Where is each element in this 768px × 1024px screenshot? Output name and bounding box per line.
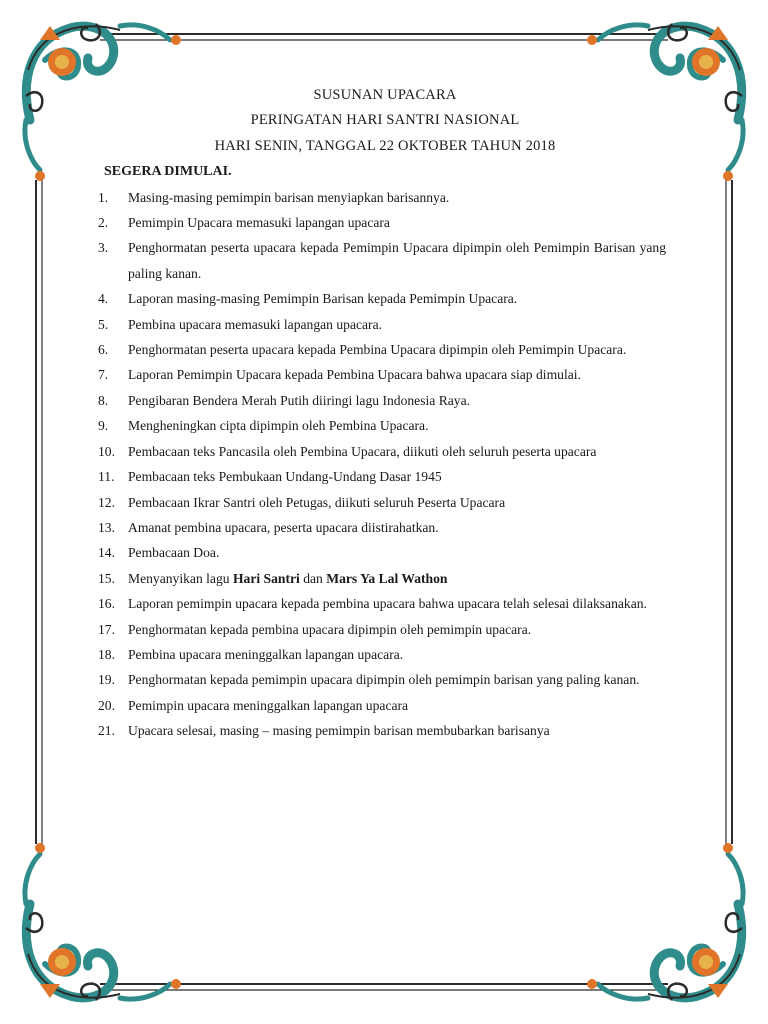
list-item — [98, 617, 666, 642]
item-number: 2. — [98, 215, 109, 231]
list-item — [98, 693, 666, 718]
item-text: Pengibaran Bendera Merah Putih diiringi lagu Indonesia Raya. — [128, 392, 471, 408]
item-number: 19. — [98, 672, 115, 688]
agenda-list — [98, 185, 666, 744]
list-item — [98, 566, 666, 591]
list-item — [98, 490, 666, 515]
item-text: Pembina upacara meninggalkan lapangan upacara. — [128, 646, 404, 662]
item-text: Penghormatan peserta upacara kepada Pemimpin Upacara dipimpin oleh Pemimpin Barisan yang paling kanan. — [128, 240, 666, 281]
list-item — [98, 312, 666, 337]
item-text: Penghormatan peserta upacara kepada Pembina Upacara dipimpin oleh Pemimpin Upacara. — [128, 342, 627, 358]
item-text: Masing-masing pemimpin barisan menyiapkan barisannya. — [128, 189, 450, 205]
list-item — [98, 667, 666, 692]
song-title-hari-santri: Hari Santri — [232, 570, 300, 586]
item-text-before: Menyanyikan lagu — [128, 570, 233, 586]
item-number: 1. — [98, 189, 109, 205]
item-number: 11. — [98, 469, 115, 485]
item-number: 18. — [98, 646, 115, 662]
item-text: Pembacaan teks Pancasila oleh Pembina Upacara, diikuti oleh seluruh peserta upacara — [128, 443, 597, 459]
item-text: Laporan Pemimpin Upacara kepada Pembina Upacara bahwa upacara siap dimulai. — [128, 367, 581, 383]
item-text: Pemimpin Upacara memasuki lapangan upacara — [128, 215, 390, 231]
item-number: 13. — [98, 519, 115, 535]
item-text: Pembina upacara memasuki lapangan upacara. — [128, 316, 383, 332]
item-number: 4. — [98, 291, 109, 307]
item-text: Laporan pemimpin upacara kepada pembina upacara bahwa upacara telah selesai dilaksanakan. — [128, 596, 647, 612]
item-number: 15. — [98, 570, 115, 586]
document-body — [98, 83, 666, 744]
title-line-2: PERINGATAN HARI SANTRI NASIONAL — [250, 112, 520, 129]
item-number: 7. — [98, 367, 109, 383]
list-item — [98, 210, 666, 235]
item-number: 14. — [98, 545, 115, 561]
item-number: 21. — [98, 723, 115, 739]
item-text: Mengheningkan cipta dipimpin oleh Pembina Upacara. — [128, 418, 429, 434]
item-text: Pemimpin upacara meninggalkan lapangan upacara — [128, 697, 409, 713]
list-item — [98, 413, 666, 438]
item-number: 6. — [98, 342, 109, 358]
item-text: Pembacaan teks Pembukaan Undang-Undang Dasar 1945 — [128, 469, 442, 485]
item-number: 20. — [98, 697, 115, 713]
item-number: 9. — [98, 418, 109, 434]
list-item — [98, 286, 666, 311]
item-text: Pembacaan Doa. — [128, 545, 220, 561]
item-text: Laporan masing-masing Pemimpin Barisan kepada Pemimpin Upacara. — [128, 291, 518, 307]
item-number: 12. — [98, 494, 115, 510]
subheading: SEGERA DIMULAI. — [104, 164, 232, 180]
item-text: Pembacaan Ikrar Santri oleh Petugas, diikuti seluruh Peserta Upacara — [128, 494, 506, 510]
title-line-3: HARI SENIN, TANGGAL 22 OKTOBER TAHUN 2018 — [214, 137, 556, 154]
item-text: Penghormatan kepada pemimpin upacara dipimpin oleh pemimpin barisan yang paling kanan. — [128, 672, 640, 688]
item-number: 17. — [98, 621, 115, 637]
list-item — [98, 362, 666, 387]
song-title-mars: Mars Ya Lal Wathon — [326, 570, 448, 586]
item-number: 8. — [98, 392, 109, 408]
item-text: Amanat pembina upacara, peserta upacara diistirahatkan. — [128, 519, 439, 535]
item-text-mid: dan — [299, 570, 327, 586]
list-item — [98, 337, 666, 362]
list-item — [98, 464, 666, 489]
item-number: 5. — [98, 316, 109, 332]
list-item — [98, 235, 666, 286]
list-item — [98, 388, 666, 413]
item-text: Penghormatan kepada pembina upacara dipimpin oleh pemimpin upacara. — [128, 621, 532, 637]
list-item — [98, 439, 666, 464]
item-number: 16. — [98, 596, 115, 612]
list-item — [98, 591, 666, 616]
item-number: 3. — [98, 240, 109, 256]
list-item — [98, 185, 666, 210]
list-item — [98, 642, 666, 667]
item-number: 10. — [98, 443, 115, 459]
list-item — [98, 540, 666, 565]
list-item — [98, 718, 666, 743]
item-text: Upacara selesai, masing – masing pemimpin barisan membubarkan barisanya — [128, 723, 550, 739]
list-item — [98, 515, 666, 540]
title-line-1: SUSUNAN UPACARA — [313, 87, 457, 103]
